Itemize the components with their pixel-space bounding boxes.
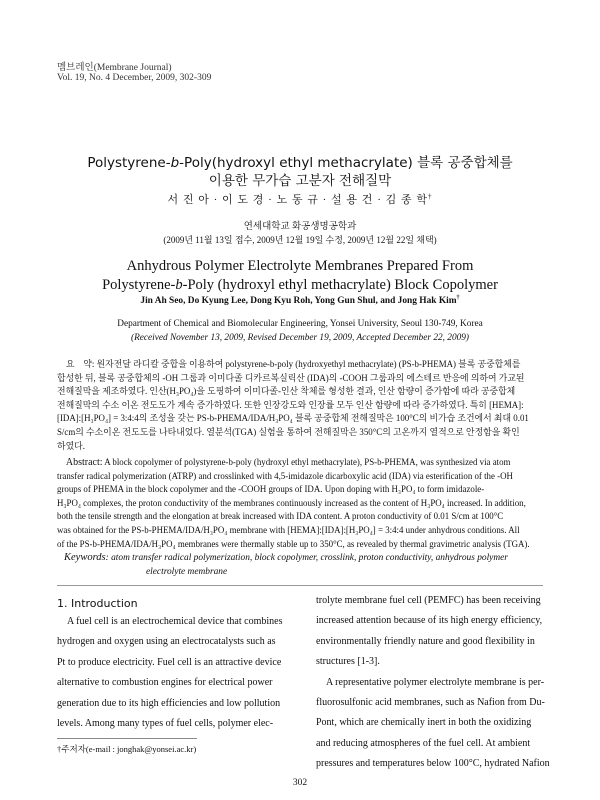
keywords-label: Keywords bbox=[64, 552, 106, 563]
section-heading: 1. Introduction bbox=[57, 597, 138, 610]
title-ko-line2: 이용한 무가습 고분자 전해질막 bbox=[208, 173, 392, 189]
abstract-ko-line: 전해질막을 제조하였다. 인산(H₃PO₄)을 도핑하여 이미다졸-인산 착체를 형성한 결과, 인산 함량이 증가함에 따라 공중합체 bbox=[57, 386, 516, 397]
abstract-ko-text: 원자전달 라디칼 중합을 이용하여 polystyrene-b-poly (hydroxyethyl methacrylate) (PS-b-PHEMA) 블록 공중합체를 bbox=[96, 359, 521, 369]
left-col-line: levels. Among many types of fuel cells, polymer elec- bbox=[57, 718, 274, 730]
abstract-ko-line: 합성한 뒤, 블록 공중합체의 -OH 그룹과 이미다졸 디카르복실릭산 (IDA)의 -COOH 그룹과의 에스테르 반응에 의하여 가교된 bbox=[57, 372, 525, 383]
title-en-part: Polystyrene- bbox=[102, 277, 176, 293]
keywords bbox=[64, 551, 544, 579]
right-col-line: Pont, which are chemically inert in both the oxidizing bbox=[316, 717, 532, 729]
abstract-ko-line: [IDA]:[H₃PO₄] = 3:4:4의 조성을 갖는 PS-b-PHEMA/IDA/H₃PO₄ 블록 공중합체 전해질막은 100°C의 비가습 조건에서 최대 0.01 bbox=[57, 413, 529, 424]
right-col-line: structures [1-3]. bbox=[316, 656, 380, 668]
abstract-en-line: was obtained for the PS-b-PHEMA/IDA/H₃PO₄ membrane with [HEMA]:[IDA]:[H₃PO₄] = 3:4:4 under anhydrous conditions. All bbox=[57, 524, 520, 535]
abstract-ko-line: S/cm의 수소이온 전도도를 나타내었다. 열분석(TGA) 실험을 통하여 전해질막은 350°C의 고온까지 열적으로 안정함을 확인 bbox=[57, 426, 520, 437]
left-col-line: hydrogen and oxygen using an electrocatalysts such as bbox=[57, 636, 276, 648]
keywords-text: : atom transfer radical polymerization, block copolymer, crosslink, proton conductivity, anhydrous polymer bbox=[105, 553, 508, 563]
keywords-line: electrolyte membrane bbox=[146, 567, 228, 577]
authors-ko bbox=[0, 191, 600, 207]
title-ko-part: -Poly(hydroxyl ethyl methacrylate) 블록 공중합체를 bbox=[179, 155, 513, 171]
abstract-en bbox=[57, 456, 543, 551]
title-ko-part: b bbox=[170, 155, 180, 171]
dates-ko: (2009년 11월 13일 접수, 2009년 12월 19일 수정, 2009년 12월 22일 채택) bbox=[163, 235, 437, 245]
dates-en: (Received November 13, 2009, Revised December 19, 2009, Accepted December 22, 2009) bbox=[130, 333, 469, 343]
affiliation-ko: 연세대학교 화공생명공학과 bbox=[243, 222, 357, 232]
right-col-line: and reducing atmospheres of the fuel cell. At ambient bbox=[316, 737, 531, 749]
right-col-line: environmentally friendly nature and good flexibility in bbox=[316, 635, 535, 647]
left-col-line: generation due to its high efficiencies and low pollution bbox=[57, 697, 281, 709]
abstract-en-line: transfer radical polymerization (ATRP) and crosslinked with 4,5-imidazole dicarboxylic acid (IDA) via esterification of the -OH bbox=[57, 470, 513, 481]
abstract-ko-line: 하였다. bbox=[57, 440, 85, 451]
title-en-part: b bbox=[175, 277, 183, 293]
abstract-en-line: of the PS-b-PHEMA/IDA/H₃PO₄ membranes were thermally stable up to 350°C, as revealed by thermal gravimetric analysis (TGA). bbox=[57, 538, 530, 549]
abstract-ko-label: 요 약: bbox=[65, 359, 95, 369]
keywords-line bbox=[64, 551, 544, 565]
right-col-line: trolyte membrane fuel cell (PEMFC) has been receiving bbox=[316, 595, 541, 606]
title-ko-part: Polystyrene- bbox=[87, 155, 171, 171]
authors-en bbox=[0, 296, 600, 306]
abstract-en-label: Abstract: bbox=[65, 457, 103, 468]
footnote: †주저자(e-mail : jonghak@yonsei.ac.kr) bbox=[57, 744, 197, 754]
title-en-line1: Anhydrous Polymer Electrolyte Membranes Prepared From bbox=[126, 258, 474, 274]
section-divider bbox=[57, 585, 543, 586]
abstract-ko-line bbox=[57, 358, 543, 372]
abstract-en-line: groups of PHEMA in the block copolymer and the -COOH groups of IDA. Upon doping with H₃PO₄ to form imidazole- bbox=[57, 484, 485, 495]
authors-ko-text: 서 진 아 · 이 도 경 · 노 동 규 · 설 용 건 · 김 종 학 bbox=[167, 194, 428, 206]
abstract-en-text: A block copolymer of polystyrene-b-poly (hydroxyl ethyl methacrylate), PS-b-PHEMA, was synthesized via atom bbox=[104, 457, 511, 467]
authors-en-text: Jin Ah Seo, Do Kyung Lee, Dong Kyu Roh, Yong Gun Shul, and Jong Hak Kim bbox=[140, 296, 457, 306]
right-col-line: pressures and temperatures below 100°C, hydrated Nafion bbox=[316, 758, 550, 770]
right-col-line: A representative polymer electrolyte membrane is per- bbox=[326, 676, 545, 688]
page-number: 302 bbox=[292, 778, 308, 788]
affiliation-en: Department of Chemical and Biomolecular Engineering, Yonsei University, Seoul 130-749, Korea bbox=[117, 319, 483, 329]
abstract-ko-line: 전해질막의 수소 이온 전도도가 계속 증가하였다. 또한 인장강도와 인장률 모두 인산 함량에 따라 증가하였다. 특히 [HEMA]: bbox=[57, 399, 524, 410]
right-col-line: increased attention because of its high energy efficiency, bbox=[316, 615, 543, 627]
footnote-rule bbox=[57, 738, 197, 739]
left-col-line: A fuel cell is an electrochemical device that combines bbox=[67, 616, 283, 627]
abstract-en-line bbox=[57, 456, 543, 470]
title-en-line2 bbox=[0, 277, 600, 294]
dagger-mark: † bbox=[456, 294, 460, 301]
abstract-ko bbox=[57, 358, 543, 453]
title-ko-line1 bbox=[0, 151, 600, 171]
abstract-en-line: both the tensile strength and the elongation at break increased with IDA content. A proton conductivity of 0.01 S/cm at 100°C bbox=[57, 511, 504, 522]
abstract-en-line: H₃PO₄ complexes, the proton conductivity of the membranes continuously increased as the content of H₃PO₄ increased. In addition, bbox=[57, 497, 526, 508]
title-en-part: -Poly (hydroxyl ethyl methacrylate) Block Copolymer bbox=[182, 277, 498, 293]
left-col-line: alternative to combustion engines for electrical power bbox=[57, 677, 273, 689]
right-column bbox=[316, 591, 550, 775]
left-col-line: Pt to produce electricity. Fuel cell is an attractive device bbox=[57, 656, 282, 668]
left-column bbox=[57, 612, 293, 734]
dagger-mark: † bbox=[427, 192, 433, 201]
journal-volume: Vol. 19, No. 4 December, 2009, 302-309 bbox=[57, 73, 212, 83]
journal-name: 멤브레인(Membrane Journal) bbox=[57, 63, 172, 73]
right-col-line: fluorosulfonic acid membranes, such as Nafion from Du- bbox=[316, 697, 545, 709]
